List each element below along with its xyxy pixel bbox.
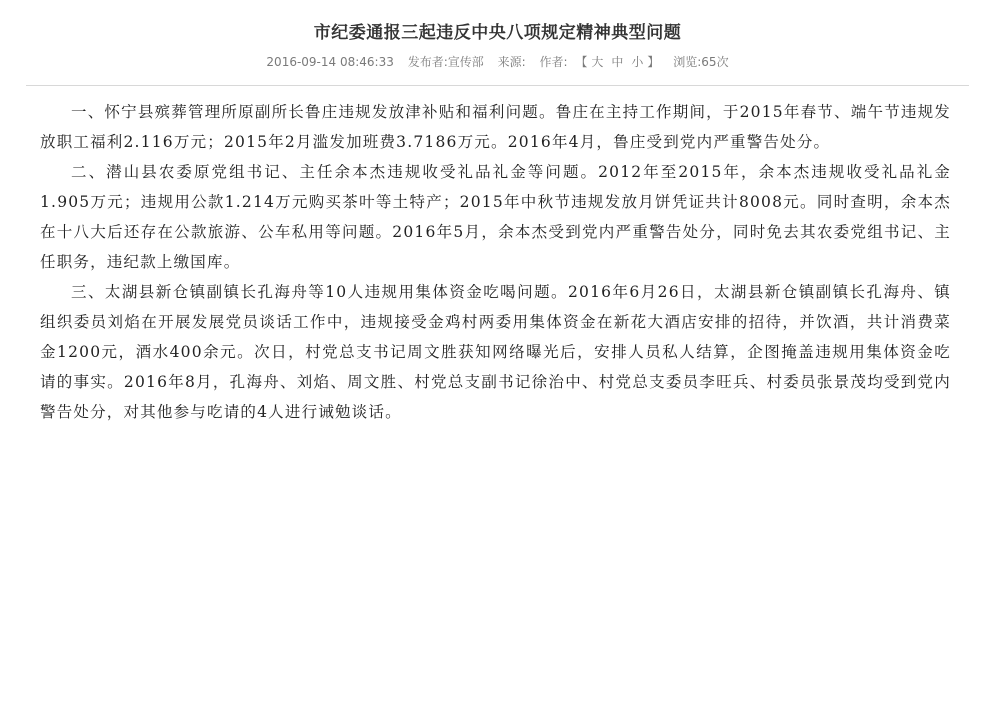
font-size-large-button[interactable]: 大 xyxy=(591,55,604,69)
publish-datetime: 2016-09-14 08:46:33 xyxy=(266,55,394,69)
article-paragraph-3: 三、太湖县新仓镇副镇长孔海舟等10人违规用集体资金吃喝问题。2016年6月26日，太湖县新仓镇副镇长孔海舟、镇组织委员刘焰在开展发展党员谈话工作中，违规接受金鸡村两委用集体资金在新花大酒店安排的招待，并饮酒，共计消费菜金1200元，酒水400余元。次日，村党总支书记周文胜获知网络曝光后，安排人员私人结算，企图掩盖违规用集体资金吃请的事实。2016年8月，孔海舟、刘焰、周文胜、村党总支副书记徐治中、村党总支委员李旺兵、村委员张景茂均受到党内警告处分，对其他参与吃请的4人进行诫勉谈话。 xyxy=(40,283,951,421)
article-meta xyxy=(0,54,995,70)
font-size-close-bracket: 】 xyxy=(647,55,660,69)
title-divider xyxy=(26,85,969,86)
author-label: 作者: xyxy=(539,55,568,69)
views-count: 65次 xyxy=(701,55,729,69)
publisher-value: 宣传部 xyxy=(447,55,484,69)
article-paragraph-2: 二、潜山县农委原党组书记、主任余本杰违规收受礼品礼金等问题。2012年至2015年，余本杰违规收受礼品礼金1.905万元；违规用公款1.214万元购买茶叶等土特产；2015年中秋节违规发放月饼凭证共计8008元。同时查明，余本杰在十八大后还存在公款旅游、公车私用等问题。2016年5月，余本杰受到党内严重警告处分，同时免去其农委党组书记、主任职务，违纪款上缴国库。 xyxy=(40,163,951,271)
font-size-medium-button[interactable]: 中 xyxy=(611,55,624,69)
views-label: 浏览: xyxy=(673,55,702,69)
article-paragraph-1: 一、怀宁县殡葬管理所原副所长鲁庄违规发放津补贴和福利问题。鲁庄在主持工作期间，于2015年春节、端午节违规发放职工福利2.116万元；2015年2月滥发加班费3.7186万元。2016年4月，鲁庄受到党内严重警告处分。 xyxy=(40,103,951,151)
publisher-label: 发布者: xyxy=(407,55,448,69)
font-size-open-bracket: 【 xyxy=(575,55,588,69)
font-size-small-button[interactable]: 小 xyxy=(631,55,644,69)
article-body xyxy=(0,97,995,427)
source-label: 来源: xyxy=(497,55,526,69)
article-title: 市纪委通报三起违反中央八项规定精神典型问题 xyxy=(313,23,682,43)
